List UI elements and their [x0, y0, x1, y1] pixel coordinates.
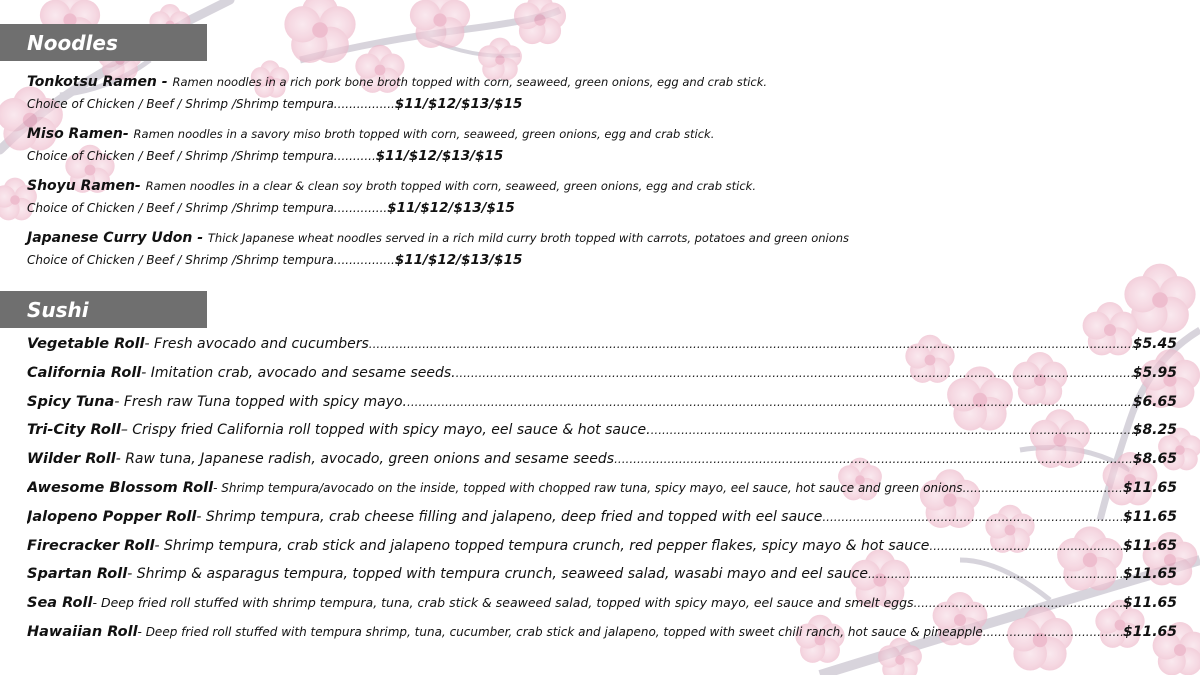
- sushi-item-sea-roll: [27, 595, 1177, 624]
- sushi-item-wilder-roll: [27, 451, 1177, 480]
- sushi-price: $11.65: [1122, 595, 1177, 612]
- sushi-name: Hawaiian Roll: [27, 623, 138, 640]
- noodle-item-miso: [27, 124, 1027, 165]
- noodle-description: Ramen noodles in a rich pork bone broth topped with corn, seaweed, green onions, egg and crab stick.: [172, 75, 768, 89]
- sushi-name: Tri-City Roll: [27, 422, 121, 439]
- sushi-price: $11.65: [1122, 537, 1177, 554]
- dot-leader: [929, 539, 1123, 553]
- noodle-description: Ramen noodles in a clear & clean soy broth topped with corn, seaweed, green onions, egg and crab stick.: [145, 179, 756, 193]
- dot-leader: [456, 366, 1133, 380]
- sushi-price: $11.65: [1122, 566, 1177, 583]
- noodle-choice: Choice of Chicken / Beef / Shrimp /Shrimp tempura...........: [27, 149, 376, 163]
- sushi-price: $5.45: [1132, 336, 1177, 352]
- sushi-name: Awesome Blossom Roll: [27, 479, 214, 496]
- dot-leader: [822, 510, 1123, 524]
- noodle-choice: Choice of Chicken / Beef / Shrimp /Shrimp tempura................: [27, 97, 395, 111]
- sushi-list: [27, 336, 1177, 653]
- sushi-description: - Deep fried roll stuffed with tempura shrimp, tuna, cucumber, crab stick and jalapeno, topped with sweet chili ranch, hot sauce & pineapple: [137, 624, 983, 639]
- dot-leader: [407, 395, 1133, 409]
- sushi-description: - Fresh raw Tuna topped with spicy mayo.: [114, 393, 407, 410]
- sushi-name: Spicy Tuna: [27, 393, 115, 410]
- sushi-price: $8.25: [1132, 422, 1177, 439]
- noodle-separator: -: [122, 126, 134, 142]
- sushi-description: - Shrimp tempura/avocado on the inside, topped with chopped raw tuna, spicy mayo, eel sauce, hot sauce and green onions: [213, 480, 963, 495]
- sushi-header-label: Sushi: [27, 297, 89, 322]
- sushi-description: - Shrimp tempura, crab cheese filling and jalapeno, deep fried and topped with eel sauce: [196, 508, 823, 525]
- sushi-name: Jalopeno Popper Roll: [27, 508, 197, 525]
- dot-leader: [963, 481, 1123, 495]
- dot-leader: [983, 625, 1123, 639]
- noodle-separator: -: [192, 230, 208, 246]
- noodle-description: Thick Japanese wheat noodles served in a rich mild curry broth topped with carrots, potatoes and green onions: [207, 231, 850, 245]
- sushi-price: $11.65: [1122, 623, 1177, 640]
- sushi-section-header: [0, 291, 207, 328]
- sushi-item-firecracker-roll: [27, 538, 1177, 567]
- noodle-choice: Choice of Chicken / Beef / Shrimp /Shrimp tempura..............: [27, 201, 388, 215]
- noodle-choice: Choice of Chicken / Beef / Shrimp /Shrimp tempura................: [27, 253, 395, 267]
- sushi-name: Wilder Roll: [27, 451, 116, 468]
- noodle-price: $11/$12/$13/$15: [375, 148, 504, 164]
- sushi-name: Firecracker Roll: [27, 537, 155, 554]
- noodle-name: Shoyu Ramen: [27, 178, 135, 194]
- noodle-price: $11/$12/$13/$15: [394, 252, 523, 268]
- noodles-header-label: Noodles: [27, 30, 118, 55]
- sushi-price: $5.95: [1132, 364, 1177, 381]
- sushi-price: $11.65: [1122, 508, 1177, 525]
- noodle-price: $11/$12/$13/$15: [394, 96, 523, 112]
- sushi-item-tri-city-roll: [27, 422, 1177, 451]
- sushi-name: Sea Roll: [27, 595, 93, 612]
- sushi-description: - Imitation crab, avocado and sesame seeds.: [141, 364, 456, 381]
- dot-leader: [914, 596, 1123, 610]
- sushi-description: - Deep fried roll stuffed with shrimp tempura, tuna, crab stick & seaweed salad, topped with spicy mayo, eel sauce and smelt eggs: [92, 595, 914, 611]
- noodle-item-tonkotsu: [27, 72, 1027, 113]
- sushi-name: California Roll: [27, 364, 142, 381]
- sushi-description: - Shrimp tempura, crab stick and jalapeno topped tempura crunch, red pepper flakes, spicy mayo & hot sauce: [154, 537, 930, 554]
- sushi-name: Vegetable Roll: [27, 336, 145, 352]
- sushi-item-california-roll: [27, 365, 1177, 394]
- sushi-item-vegetable-roll: [27, 336, 1177, 365]
- sushi-description: – Crispy fried California roll topped with spicy mayo, eel sauce & hot sauce.: [120, 422, 651, 439]
- sushi-item-hawaiian-roll: [27, 624, 1177, 653]
- noodles-section-header: [0, 24, 207, 61]
- sushi-item-awesome-blossom-roll: [27, 480, 1177, 509]
- sushi-item-spartan-roll: [27, 566, 1177, 595]
- noodle-name: Tonkotsu Ramen: [27, 74, 157, 90]
- sushi-price: $6.65: [1132, 393, 1177, 410]
- dot-leader: [369, 337, 1133, 351]
- noodle-separator: -: [134, 178, 146, 194]
- noodle-separator: -: [156, 74, 173, 90]
- noodle-name: Japanese Curry Udon: [27, 230, 193, 246]
- noodle-price: $11/$12/$13/$15: [387, 200, 515, 216]
- sushi-item-spicy-tuna: [27, 394, 1177, 423]
- sushi-description: - Fresh avocado and cucumbers: [144, 336, 369, 352]
- noodle-name: Miso Ramen: [27, 126, 123, 142]
- sushi-price: $11.65: [1122, 479, 1177, 496]
- sushi-item-jalopeno-popper-roll: [27, 509, 1177, 538]
- dot-leader: [651, 423, 1133, 437]
- sushi-price: $8.65: [1132, 451, 1177, 468]
- sushi-description: - Raw tuna, Japanese radish, avocado, green onions and sesame seeds: [115, 451, 615, 468]
- noodle-item-curry-udon: [27, 228, 1027, 269]
- sushi-description: - Shrimp & asparagus tempura, topped with tempura crunch, seaweed salad, wasabi mayo and eel sauce: [127, 566, 868, 583]
- dot-leader: [868, 567, 1123, 581]
- noodle-item-shoyu: [27, 176, 1027, 217]
- noodle-description: Ramen noodles in a savory miso broth topped with corn, seaweed, green onions, egg and crab stick.: [133, 127, 715, 141]
- dot-leader: [614, 452, 1133, 466]
- sushi-name: Spartan Roll: [27, 566, 128, 583]
